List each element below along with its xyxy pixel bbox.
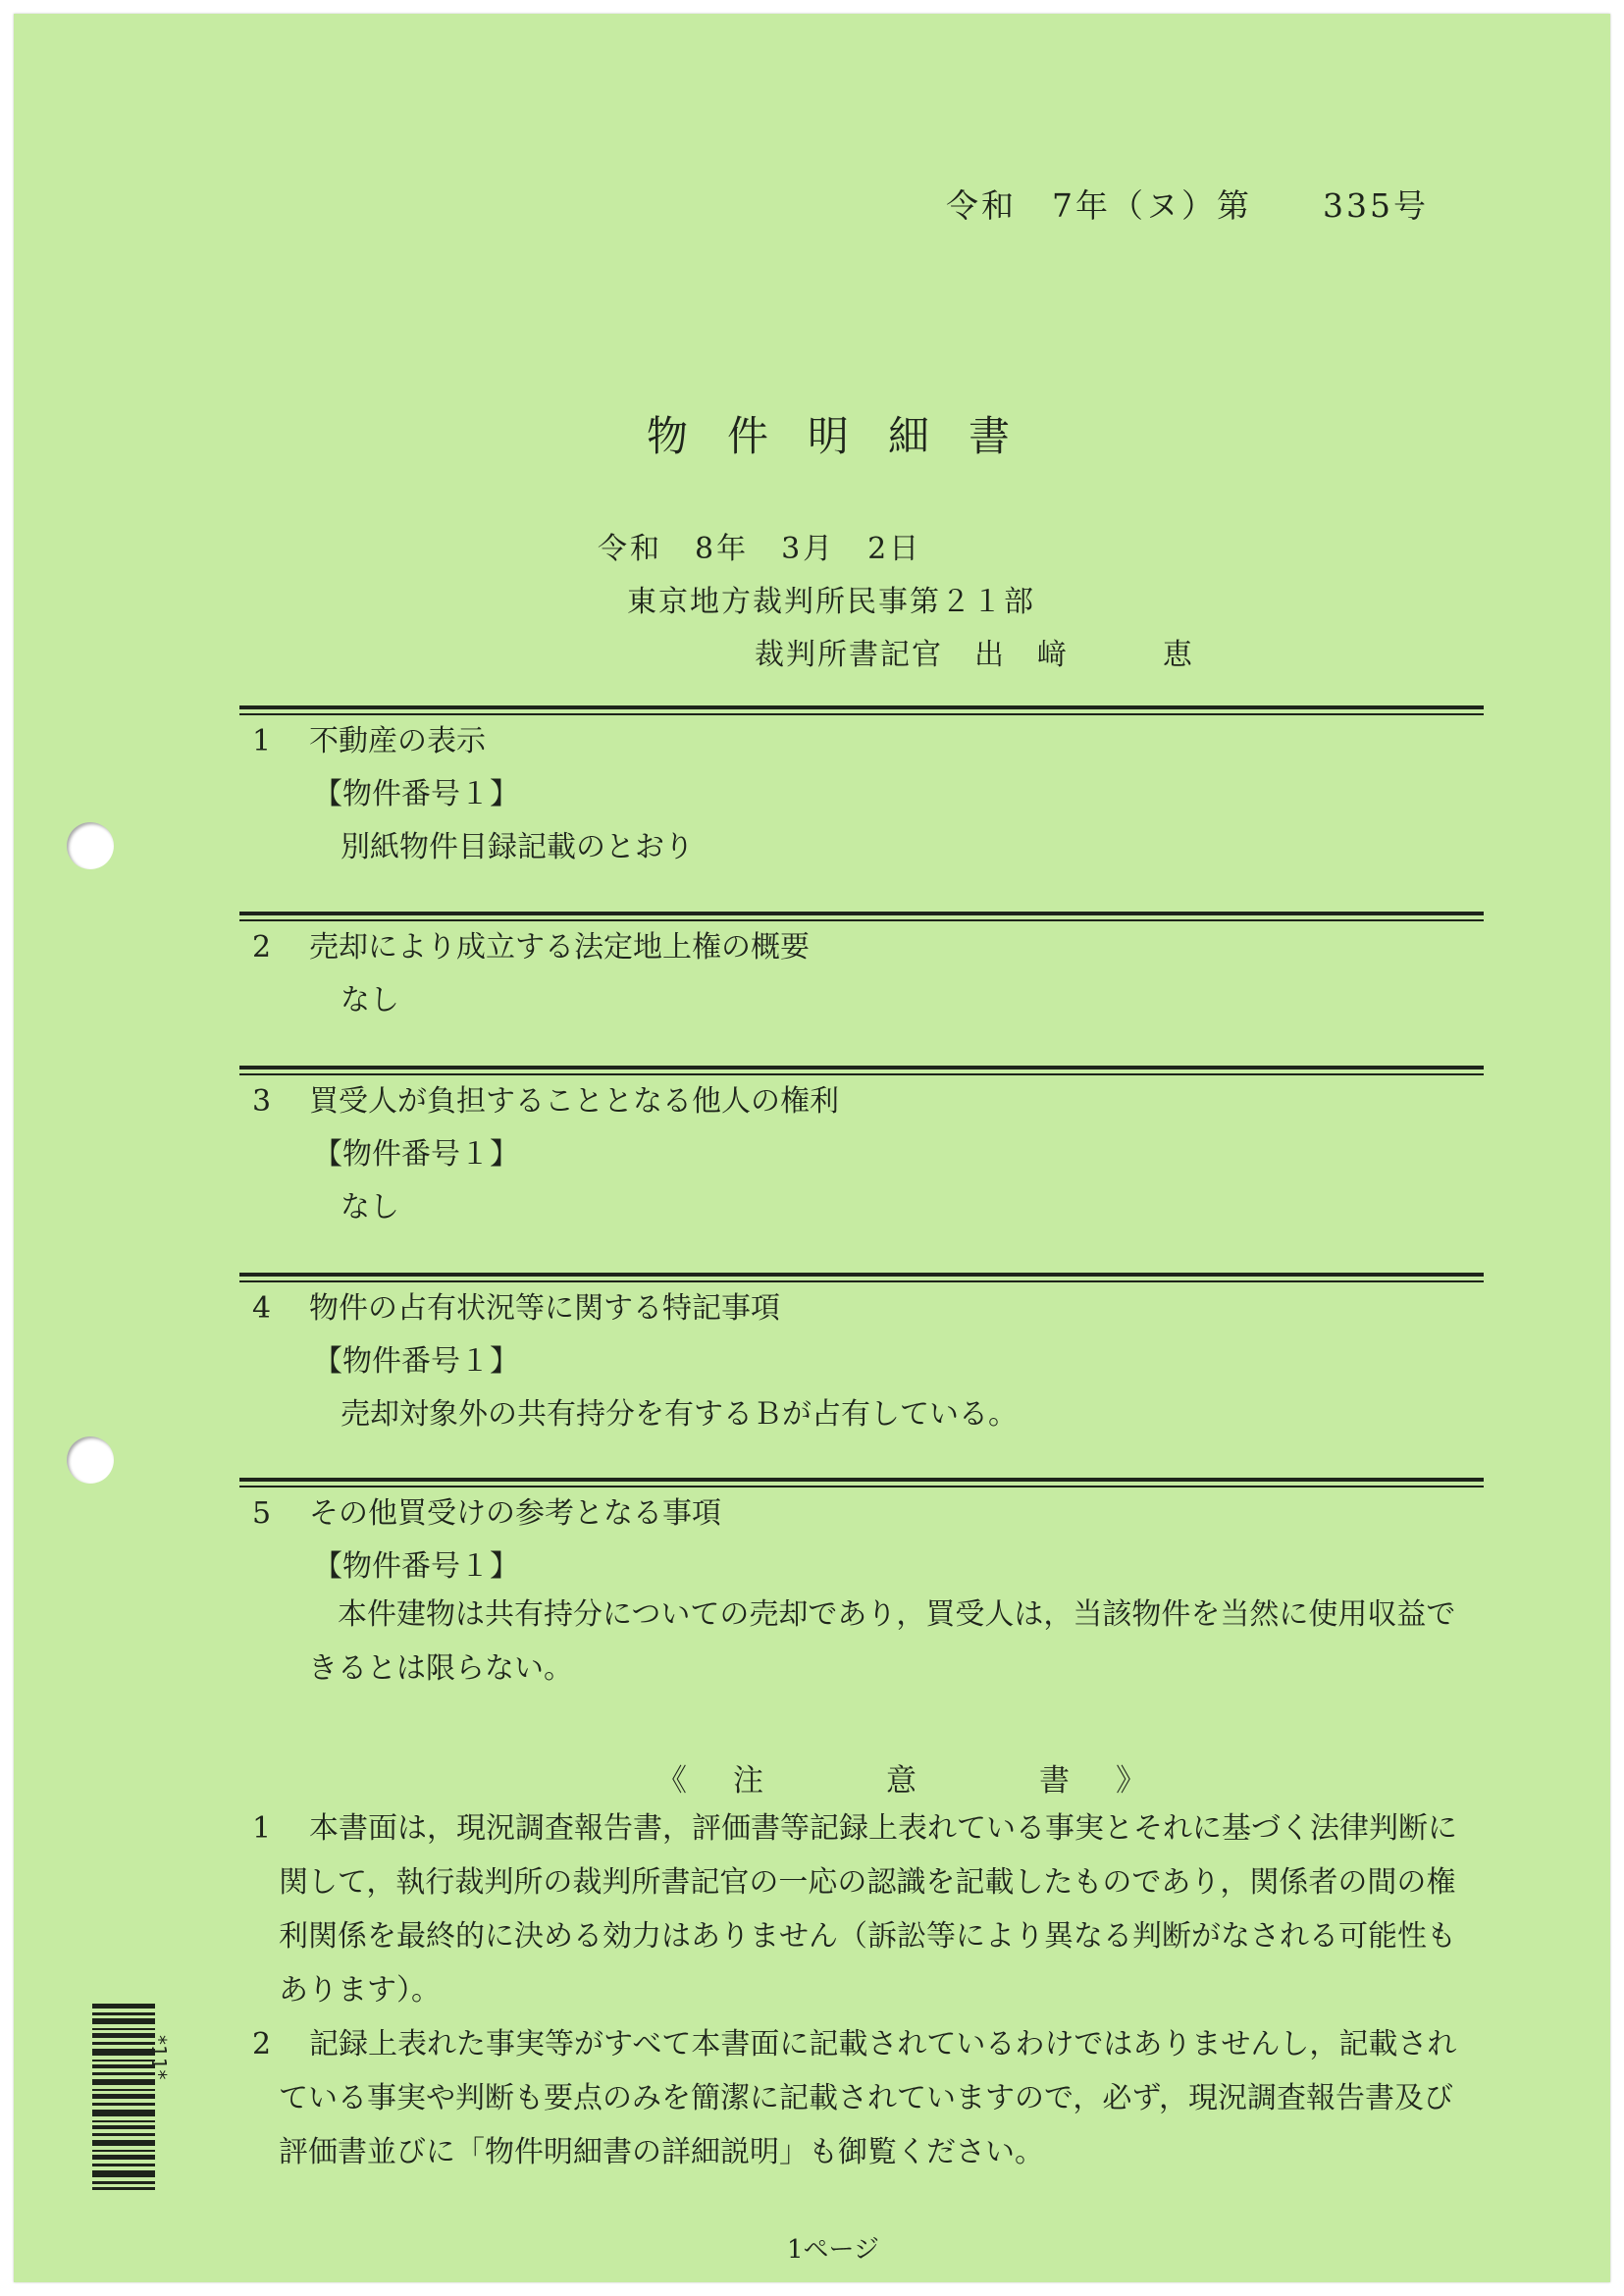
punch-hole	[67, 822, 114, 869]
section-divider	[239, 912, 1484, 921]
section-number: 4	[252, 1291, 272, 1326]
barcode-code: *11*	[147, 2035, 171, 2080]
section-body: なし	[341, 983, 399, 1018]
notice-item-2	[252, 2017, 1464, 2179]
page-number: 1ページ	[787, 2235, 880, 2265]
document-page	[14, 14, 1610, 2282]
section-number: 1	[252, 724, 272, 758]
section-heading-3	[252, 1076, 839, 1120]
section-divider	[239, 1066, 1484, 1075]
section-number: 5	[252, 1496, 272, 1531]
case-number: 令和 7年（ヌ）第 335号	[946, 186, 1429, 225]
document-title: 物件明細書	[647, 412, 1050, 460]
property-label: 【物件番号１】	[313, 777, 519, 811]
section-body: 売却対象外の共有持分を有するＢが占有している。	[341, 1397, 1018, 1432]
section-title: その他買受けの参考となる事項	[309, 1496, 721, 1531]
section-divider	[239, 1273, 1484, 1282]
section-body: 本件建物は共有持分についての売却であり，買受人は，当該物件を当然に使用収益できるとは限らない。	[308, 1597, 1456, 1686]
notice-text: 本書面は，現況調査報告書，評価書等記録上表れている事実とそれに基づく法律判断に関して，執行裁判所の裁判所書記官の一応の認識を記載したものであり，関係者の間の権利関係を最終的に決める効力はありません（訴訟等により異なる判断がなされる可能性もあります）。	[279, 1811, 1457, 2008]
punch-hole	[67, 1436, 114, 1484]
section-body: 別紙物件目録記載のとおり	[341, 830, 694, 864]
section-divider	[239, 705, 1484, 715]
section-heading-1	[252, 716, 486, 759]
notice-item-1	[252, 1801, 1464, 2017]
section-title: 物件の占有状況等に関する特記事項	[309, 1291, 780, 1326]
section-heading-2	[252, 922, 810, 965]
section-title: 不動産の表示	[309, 724, 486, 758]
section-title: 売却により成立する法定地上権の概要	[309, 930, 810, 965]
section-divider	[239, 1478, 1484, 1487]
section-number: 2	[252, 930, 272, 965]
clerk-name: 裁判所書記官 出 﨑 恵	[755, 638, 1194, 672]
notice-number: 1	[252, 1811, 272, 1846]
notice-number: 2	[252, 2027, 272, 2061]
notice-title: 《 注 意 書 》	[656, 1763, 1154, 1799]
section-heading-5	[252, 1488, 721, 1532]
section-heading-4	[252, 1283, 780, 1327]
property-label: 【物件番号１】	[313, 1344, 519, 1379]
barcode-icon	[92, 2004, 155, 2190]
section-title: 買受人が負担することとなる他人の権利	[309, 1084, 839, 1119]
notice-text: 記録上表れた事実等がすべて本書面に記載されているわけではありませんし，記載されている事実や判断も要点のみを簡潔に記載されていますので，必ず，現況調査報告書及び評価書並びに「物件明細書の詳細説明」も御覧ください。	[279, 2027, 1457, 2169]
court-name: 東京地方裁判所民事第２１部	[627, 585, 1035, 619]
property-label: 【物件番号１】	[313, 1549, 519, 1584]
property-label: 【物件番号１】	[313, 1137, 519, 1172]
section-body: なし	[341, 1190, 399, 1225]
issue-date: 令和 8年 3月 2日	[598, 532, 922, 566]
section-number: 3	[252, 1084, 272, 1119]
